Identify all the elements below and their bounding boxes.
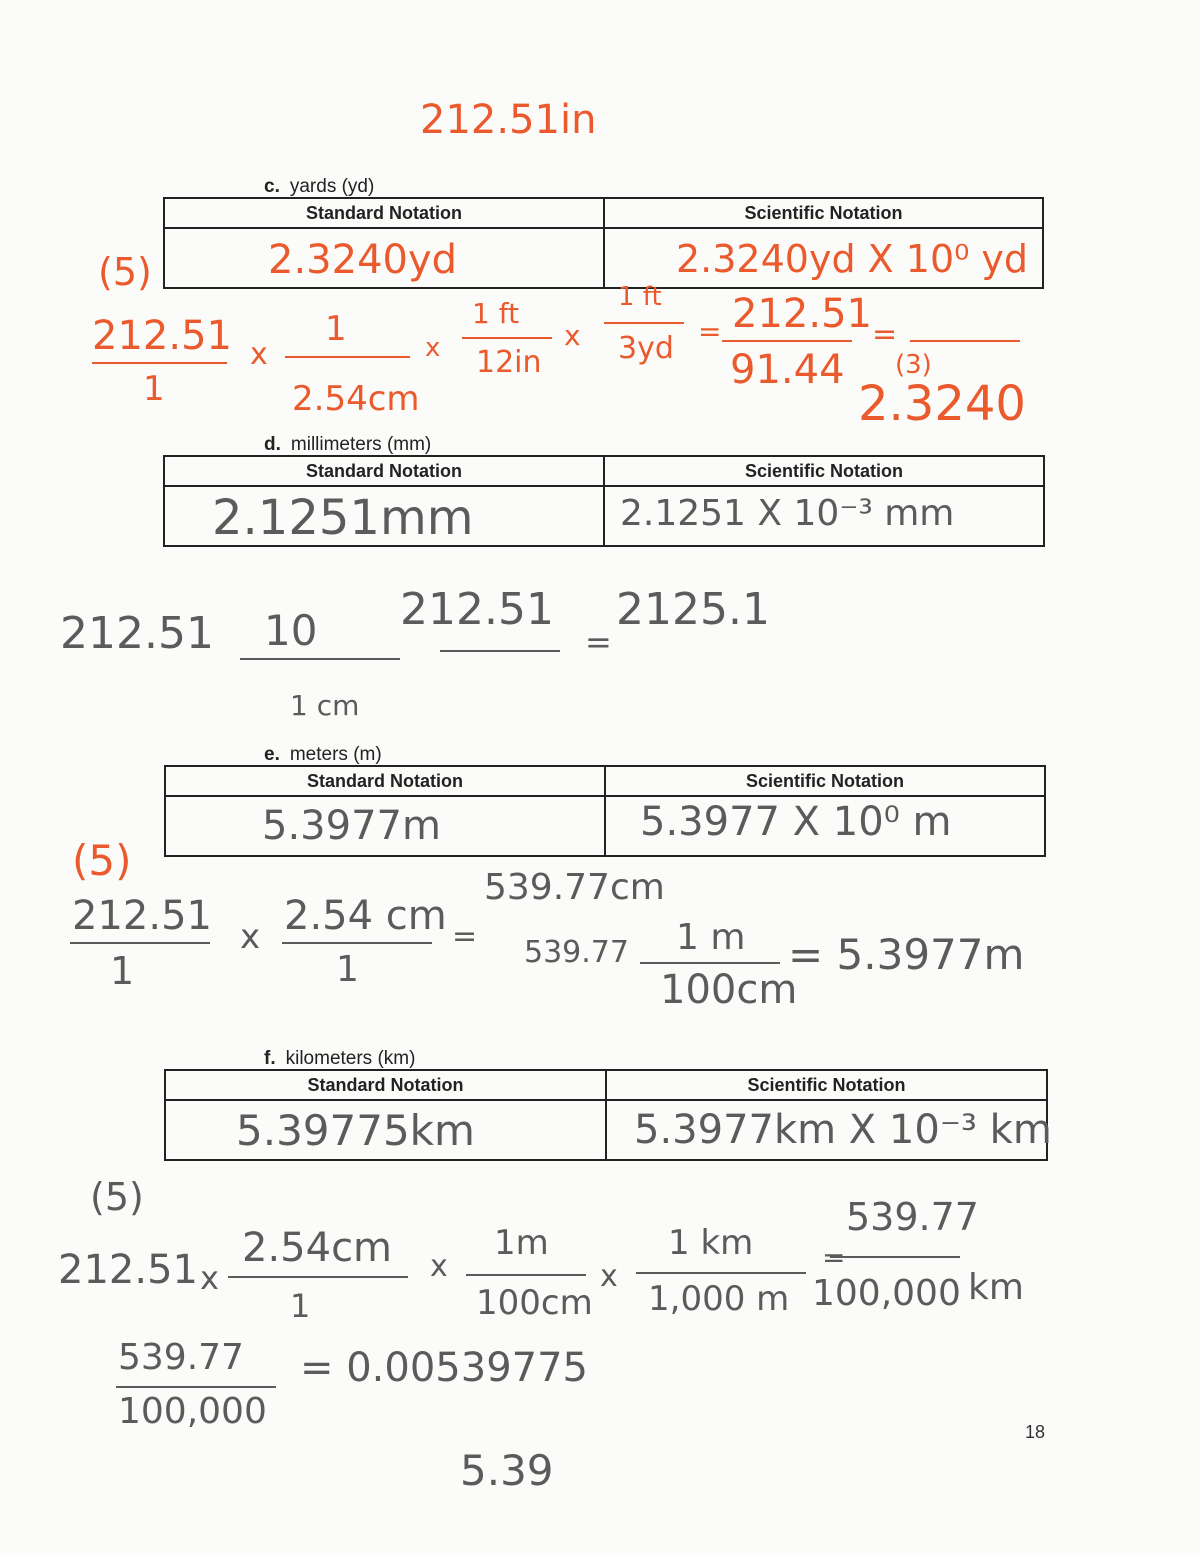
- section-f-work-start: 212.51: [58, 1247, 198, 1293]
- times-sign: x: [240, 917, 261, 957]
- section-c-f2-den: 12in: [476, 345, 542, 380]
- section-f-r-num: 539.77: [846, 1195, 979, 1239]
- section-f-final: 5.39: [460, 1446, 554, 1495]
- standard-notation-header: Standard Notation: [164, 198, 604, 228]
- times-sign: x: [600, 1259, 618, 1294]
- times-sign: x: [200, 1259, 219, 1297]
- times-sign: x: [250, 337, 268, 372]
- section-c-result-den: 91.44: [730, 347, 845, 393]
- fraction-bar: [604, 322, 684, 324]
- equals-sign: =: [452, 919, 478, 954]
- fraction-bar: [116, 1386, 276, 1388]
- section-c-score: (5): [98, 250, 152, 294]
- section-c-f2-num: 1 ft: [472, 297, 520, 330]
- equals-sign: =: [585, 623, 612, 661]
- section-e-f2-den: 100cm: [660, 967, 798, 1013]
- fraction-bar: [92, 362, 227, 364]
- fraction-bar: [910, 340, 1020, 342]
- section-f-f1-num: 2.54cm: [242, 1225, 393, 1271]
- section-c-f1-den: 2.54cm: [292, 379, 420, 419]
- equals-sign: =: [698, 315, 722, 348]
- section-c-label: [264, 176, 374, 198]
- section-d-r1: 212.51: [400, 584, 554, 635]
- fraction-bar: [830, 1256, 960, 1258]
- times-sign: x: [425, 333, 441, 363]
- section-e-label: [264, 744, 382, 766]
- scientific-notation-header: Scientific Notation: [604, 456, 1044, 486]
- section-e-f2-left: 539.77: [524, 935, 629, 970]
- section-d-label: [264, 434, 431, 456]
- standard-notation-header: Standard Notation: [164, 456, 604, 486]
- fraction-bar: [462, 337, 552, 339]
- section-c-answer: 2.3240: [858, 376, 1026, 432]
- section-c-work-start: 212.51: [92, 313, 232, 359]
- yards-standard-answer: 2.3240yd: [268, 237, 458, 283]
- standard-notation-header: Standard Notation: [165, 766, 605, 796]
- millimeters-standard-answer: 2.1251mm: [212, 490, 474, 546]
- section-f-letter: f.: [264, 1048, 276, 1069]
- section-e-answer: = 5.3977m: [788, 930, 1025, 979]
- section-f-f3-den: 1,000 m: [648, 1279, 790, 1319]
- equals-sign: =: [872, 317, 898, 352]
- fraction-bar: [640, 962, 780, 964]
- scientific-notation-header: Scientific Notation: [605, 766, 1045, 796]
- section-f-score: (5): [90, 1175, 144, 1219]
- section-d-r2: 2125.1: [616, 584, 770, 635]
- section-e-f1-den: 1: [336, 949, 359, 990]
- section-f-f3-num: 1 km: [668, 1223, 754, 1263]
- section-f-f2-den: 100cm: [476, 1283, 593, 1323]
- fraction-bar: [70, 942, 210, 944]
- section-e-title: meters (m): [289, 744, 382, 765]
- section-f-f2-num: 1m: [494, 1223, 549, 1263]
- section-e-mid: 539.77cm: [484, 867, 665, 908]
- fraction-bar: [466, 1274, 586, 1276]
- top-note: 212.51in: [420, 97, 597, 143]
- scientific-notation-header: Scientific Notation: [606, 1070, 1047, 1100]
- fraction-bar: [285, 356, 410, 358]
- section-f-l2-eq: = 0.00539775: [300, 1345, 588, 1391]
- section-d-work-start: 212.51: [60, 608, 214, 659]
- fraction-bar: [240, 658, 400, 660]
- section-c-f1-num: 1: [325, 309, 347, 349]
- section-c-result-num: 212.51: [732, 291, 872, 337]
- section-c-f3-num: 1 ft: [618, 282, 662, 312]
- fraction-bar: [636, 1272, 806, 1274]
- section-e-start-den: 1: [110, 949, 135, 993]
- fraction-bar: [722, 340, 852, 342]
- meters-standard-answer: 5.3977m: [262, 803, 441, 849]
- scientific-notation-header: Scientific Notation: [604, 198, 1043, 228]
- section-f-title: kilometers (km): [285, 1048, 416, 1069]
- section-c-mark: (3): [895, 350, 932, 380]
- section-c-letter: c.: [264, 176, 280, 197]
- times-sign: x: [564, 319, 581, 352]
- equals-sign: =: [822, 1241, 846, 1274]
- section-f-l2-den: 100,000: [118, 1391, 267, 1432]
- section-f-r-den: 100,000: [812, 1273, 961, 1314]
- times-sign: x: [430, 1249, 448, 1284]
- page-number: 18: [1025, 1422, 1046, 1442]
- section-e-f1-num: 2.54 cm: [284, 893, 447, 939]
- millimeters-scientific-answer: 2.1251 X 10⁻³ mm: [620, 493, 955, 534]
- fraction-bar: [282, 942, 432, 944]
- section-f-label: [264, 1048, 415, 1070]
- meters-scientific-answer: 5.3977 X 10⁰ m: [640, 799, 952, 845]
- section-c-f3-den: 3yd: [618, 331, 674, 366]
- kilometers-standard-answer: 5.39775km: [236, 1106, 475, 1155]
- section-d-title: millimeters (mm): [290, 434, 432, 455]
- section-e-letter: e.: [264, 744, 280, 765]
- section-f-f1-den: 1: [290, 1287, 311, 1325]
- section-e-f2-num: 1 m: [676, 917, 746, 958]
- fraction-bar: [440, 650, 560, 652]
- yards-scientific-answer: 2.3240yd X 10⁰ yd: [676, 237, 1029, 281]
- section-f-r-unit: km: [968, 1267, 1024, 1308]
- section-d-f1-num: 10: [264, 606, 318, 655]
- fraction-bar: [228, 1276, 408, 1278]
- section-f-l2-num: 539.77: [118, 1337, 244, 1378]
- kilometers-scientific-answer: 5.3977km X 10⁻³ km: [634, 1107, 1052, 1153]
- section-c-title: yards (yd): [289, 176, 375, 197]
- section-d-f1-den: 1 cm: [290, 689, 360, 722]
- section-e-score: (5): [72, 836, 132, 885]
- standard-notation-header: Standard Notation: [165, 1070, 606, 1100]
- section-d-letter: d.: [264, 434, 281, 455]
- section-e-work-start: 212.51: [72, 893, 212, 939]
- section-c-work-start-den: 1: [143, 369, 165, 409]
